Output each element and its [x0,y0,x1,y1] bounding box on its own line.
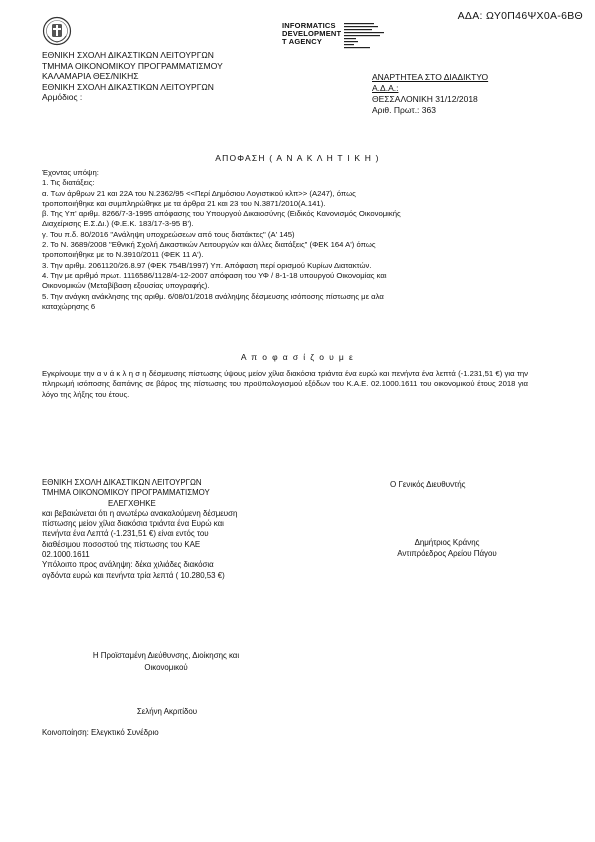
verify-line: 02.1000.1611 [42,550,90,560]
posting-block [372,72,488,116]
decision-paragraph: Εγκρίνουμε την α ν ά κ λ η σ η δέσμευσης πίστωσης ύψους μείον χίλια διακόσια τριάντα ένα ευρώ και πενήντα ένα λεπτά (-1.231,51 €) για την πληρωμή ισόποσης δαπάνης σε βάρος της πίστωσης του προϋπολογισμού εξόδων του Κ.Α.Ε. 02.1000.1611 του οικονομικού έτους 2018 για λόγο της λήξης του έτους. [42,369,528,399]
considerations [42,168,401,312]
agency-stamp [282,22,399,53]
verify-line: πενήντα ένα Λεπτά (-1.231,51 €) είναι εντός του [42,529,209,539]
body-line: 5. Την ανάγκη ανάκλησης της αριθμ. 6/08/01/2018 ανάληψης δέσμευσης ισόποσης πίστωσης με αλα [42,291,384,301]
body-line: 1. Τις διατάξεις: [42,178,95,188]
agency-word: INFORMATICS [282,21,336,30]
head-office-block [60,650,272,674]
agency-fine-print-graphic [344,22,399,53]
verified-label: ΕΛΕΓΧΘΗΚΕ [108,498,156,508]
org-line: ΚΑΛΑΜΑΡΙΑ ΘΕΣ/ΝΙΚΗΣ [42,71,139,81]
body-line: 3. Την αριθμ. 2061120/26.8.97 (ΦΕΚ 754Β/1997) Υπ. Απόφαση περί ορισμού Κυρίων Διατακτών. [42,260,372,270]
org-line: ΤΜΗΜΑ ΟΙΚΟΝΟΜΙΚΟΥ ΠΡΟΓΡΑΜΜΑΤΙΣΜΟΥ [42,60,223,71]
body-line: Οικονομικών (Μεταβίβαση εξουσίας υπογραφής). [42,281,210,291]
verify-line: και βεβαιώνεται ότι η ανωτέρω ανακαλούμενη δέσμευση [42,508,238,518]
agency-words [282,22,341,46]
verify-line: διαθέσιμου ποσοστού της πίστωσης του ΚΑΕ [42,539,201,549]
body-line: α. Των άρθρων 21 και 22Α του Ν.2362/95 <<Περί Δημόσιου Λογιστικού κλπ>> (Α247), όπως [42,188,356,198]
body-line: τροποποιήθηκε και συμπληρώθηκε με τα άρθρα 21 και 23 του Ν.3871/2010(Α.141). [42,198,326,208]
general-director-name: Δημήτριος Κράνης [414,538,480,547]
head-office-name: Σελήνη Ακριτίδου [136,707,198,716]
organization-block [42,50,223,103]
protocol-number: Αριθ. Πρωτ.: 363 [372,105,436,115]
verify-line: πίστωσης μείον χίλια διακόσια τριάντα ένα Ευρώ και [42,519,224,529]
body-line: γ. Του π.δ. 80/2016 "Ανάληψη υποχρεώσεων από τους διατάκτες" (Α' 145) [42,229,295,239]
agency-word: DEVELOPMENT [282,29,342,38]
body-line: 4. Την με αριθμό πρωτ. 1116586/1128/4-12-2007 απόφαση του ΥΦ / 8-1-18 υπουργού Οικονομίας και [42,270,387,280]
agency-word: T AGENCY [282,37,323,46]
ada-label: Α.Δ.Α.: [372,83,399,93]
body-line: καταχώρησης 6 [42,301,96,311]
posting-online-label: ΑΝΑΡΤΗΤΕΑ ΣΤΟ ΔΙΑΔΙΚΤΥΟ [372,72,489,82]
place-date: ΘΕΣΣΑΛΟΝΙΚΗ 31/12/2018 [372,94,478,104]
ada-header: ΑΔΑ: ΩΥ0Π46ΨΧ0Α-6ΒΘ [457,10,583,22]
org-line: ΕΘΝΙΚΗ ΣΧΟΛΗ ΔΙΚΑΣΤΙΚΩΝ ΛΕΙΤΟΥΡΓΩΝ [42,50,214,60]
body-line: β. Της Υπ' αριθμ. 8266/7-3-1995 απόφασης του Υπουργού Δικαιοσύνης (Ειδικός Κανονισμός Οικονομικής [42,209,401,219]
org-line: ΕΘΝΙΚΗ ΣΧΟΛΗ ΔΙΚΑΣΤΙΚΩΝ ΛΕΙΤΟΥΡΓΩΝ [42,81,214,92]
org-line: Αρμόδιος : [42,92,83,102]
verify-dept: ΤΜΗΜΑ ΟΙΚΟΝΟΜΙΚΟΥ ΠΡΟΓΡΑΜΜΑΤΙΣΜΟΥ [42,488,210,498]
decision-heading: Α π ο φ α σ ί ζ ο υ μ ε [240,352,355,362]
document-title: ΑΠΟΦΑΣΗ ( Α Ν Α Κ Λ Η Τ Ι Κ Η ) [215,153,380,163]
head-office-title-cont: Οικονομικού [144,663,188,672]
body-line: 2. Το Ν. 3689/2008 "Εθνική Σχολή Δικαστικών Λειτουργών και άλλες διατάξεις" (ΦΕΚ 164 Α') όπως [42,240,376,250]
body-line: Διαχείρισης Ε.Σ.Δι.) (Φ.Ε.Κ. 183/17-3-95 Β'). [42,219,194,229]
verify-org: ΕΘΝΙΚΗ ΣΧΟΛΗ ΔΙΚΑΣΤΙΚΩΝ ΛΕΙΤΟΥΡΓΩΝ [42,478,202,487]
verification-block [42,478,237,581]
head-office-title: Η Προϊσταμένη Διεύθυνσης, Διοίκησης και [92,651,240,660]
body-line: Έχοντας υπόψη: [42,168,99,177]
general-director-title: Ο Γενικός Διευθυντής [390,480,466,489]
coat-of-arms-icon [42,16,72,46]
body-line: τροποποιήθηκε με το Ν.3910/2011 (ΦΕΚ 11 Α'). [42,250,204,260]
general-director-signature [372,538,522,559]
verify-line: Υπόλοιπο προς ανάληψη: δέκα χιλιάδες διακόσια [42,560,214,570]
general-director-role: Αντιπρόεδρος Αρείου Πάγου [397,548,497,558]
verify-line: ογδόντα ευρώ και πενήντα τρία λεπτά ( 10.280,53 €) [42,570,225,580]
notification-line: Κοινοποίηση: Ελεγκτικό Συνέδριο [42,728,159,737]
